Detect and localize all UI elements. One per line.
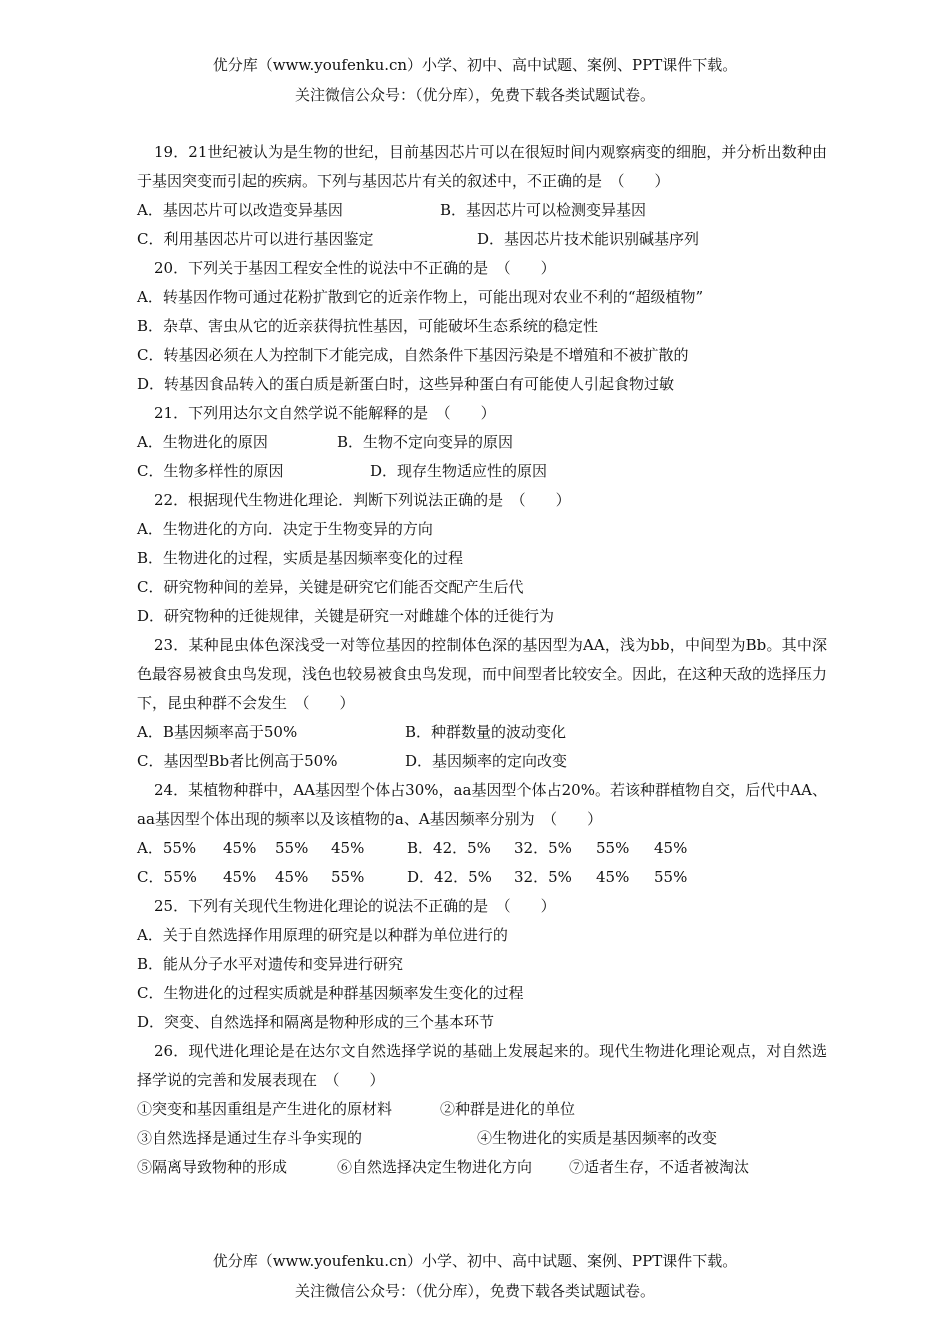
- page-footer: [0, 1246, 950, 1306]
- option-25-c: C．生物进化的过程实质就是种群基因频率发生变化的过程: [137, 984, 524, 1002]
- option-21-a: A．生物进化的原因: [137, 433, 268, 451]
- option-24-d: [407, 863, 687, 892]
- option-24-b: [407, 834, 687, 863]
- question-22: [137, 486, 827, 631]
- question-24-options-row-1: [137, 834, 827, 863]
- option-23-b: B．种群数量的波动变化: [405, 723, 567, 741]
- question-20-stem: 20．下列关于基因工程安全性的说法中不正确的是 （ ）: [154, 259, 556, 277]
- question-26-items-row-1: [137, 1095, 827, 1124]
- footer-line-1: 优分库（www.youfenku.cn）小学、初中、高中试题、案例、PPT课件下载。: [212, 1252, 738, 1270]
- item-26-7: ⑦适者生存，不适者被淘汰: [569, 1158, 750, 1176]
- item-26-2: ②种群是进化的单位: [440, 1100, 576, 1118]
- option-21-c: C．生物多样性的原因: [137, 462, 284, 480]
- option-20-b: B．杂草、害虫从它的近亲获得抗性基因，可能破坏生态系统的稳定性: [137, 317, 599, 335]
- question-19-options-row-1: [137, 196, 827, 225]
- question-26-stem: 26．现代进化理论是在达尔文自然选择学说的基础上发展起来的。现代生物进化理论观点，对自然选择学说的完善和发展表现在 （ ）: [137, 1042, 827, 1089]
- question-list: [137, 138, 827, 1182]
- item-26-6: ⑥自然选择决定生物进化方向: [337, 1158, 533, 1176]
- question-24: [137, 776, 827, 892]
- question-23-stem: 23．某种昆虫体色深浅受一对等位基因的控制体色深的基因型为AA，浅为bb，中间型为Bb。其中深色最容易被食虫鸟发现，浅色也较易被食虫鸟发现，而中间型者比较安全。因此，在这种天敌的选择压力下，昆虫种群不会发生 （ ）: [137, 636, 828, 712]
- header-line-2: 关注微信公众号：（优分库），免费下载各类试题试卷。: [294, 86, 655, 104]
- option-24-d-value-1: D．42．5%: [407, 868, 492, 886]
- option-24-a-value-1: A．55%: [137, 839, 197, 857]
- option-24-d-value-2: 32．5%: [514, 868, 572, 886]
- option-23-a: A．B基因频率高于50%: [137, 723, 298, 741]
- option-22-a: A．生物进化的方向．决定于生物变异的方向: [137, 520, 433, 538]
- question-23: [137, 631, 827, 776]
- option-19-b: B．基因芯片可以检测变异基因: [440, 201, 647, 219]
- question-21-stem: 21．下列用达尔文自然学说不能解释的是 （ ）: [154, 404, 496, 422]
- option-19-d: D．基因芯片技术能识别碱基序列: [477, 230, 700, 248]
- option-24-b-value-1: B．42．5%: [407, 839, 491, 857]
- option-24-b-value-2: 32．5%: [514, 839, 572, 857]
- option-20-a: A．转基因作物可通过花粉扩散到它的近亲作物上，可能出现对农业不利的“超级植物”: [137, 288, 704, 306]
- option-19-a: A．基因芯片可以改造变异基因: [137, 201, 343, 219]
- item-26-1: ①突变和基因重组是产生进化的原材料: [137, 1100, 393, 1118]
- question-24-stem: 24．某植物种群中，AA基因型个体占30%，aa基因型个体占20%。若该种群植物自交，后代中AA、aa基因型个体出现的频率以及该植物的a、A基因频率分别为 （ ）: [137, 781, 827, 828]
- option-24-a: [137, 834, 407, 863]
- option-24-b-value-4: 45%: [654, 839, 688, 857]
- question-19-stem: 19．21世纪被认为是生物的世纪，目前基因芯片可以在很短时间内观察病变的细胞，并分析出数种由于基因突变而引起的疾病。下列与基因芯片有关的叙述中，不正确的是 （ ）: [137, 143, 827, 190]
- item-26-3: ③自然选择是通过生存斗争实现的: [137, 1129, 363, 1147]
- option-22-b: B．生物进化的过程，实质是基因频率变化的过程: [137, 549, 464, 567]
- question-21: [137, 399, 827, 486]
- option-24-d-value-3: 45%: [596, 868, 630, 886]
- footer-line-2: 关注微信公众号：（优分库），免费下载各类试题试卷。: [294, 1282, 655, 1300]
- option-23-d: D．基因频率的定向改变: [405, 752, 568, 770]
- option-25-a: A．关于自然选择作用原理的研究是以种群为单位进行的: [137, 926, 508, 944]
- option-24-b-value-3: 55%: [596, 839, 630, 857]
- question-26-items-row-2: [137, 1124, 827, 1153]
- question-23-options-row-2: [137, 747, 827, 776]
- header-line-1: 优分库（www.youfenku.cn）小学、初中、高中试题、案例、PPT课件下载。: [212, 56, 738, 74]
- option-24-c-value-2: 45%: [223, 868, 257, 886]
- option-24-c-value-3: 45%: [275, 868, 309, 886]
- page-header: [0, 50, 950, 110]
- question-24-options-row-2: [137, 863, 827, 892]
- question-25: [137, 892, 827, 1037]
- question-25-stem: 25．下列有关现代生物进化理论的说法不正确的是 （ ）: [154, 897, 556, 915]
- option-24-c-value-1: C．55%: [137, 868, 197, 886]
- question-26-items-row-3: [137, 1153, 827, 1182]
- question-26: [137, 1037, 827, 1182]
- item-26-4: ④生物进化的实质是基因频率的改变: [477, 1129, 718, 1147]
- option-22-c: C．研究物种间的差异，关键是研究它们能否交配产生后代: [137, 578, 524, 596]
- option-24-a-value-3: 55%: [275, 839, 309, 857]
- question-22-stem: 22．根据现代生物进化理论．判断下列说法正确的是 （ ）: [154, 491, 571, 509]
- question-21-options-row-1: [137, 428, 827, 457]
- option-24-c-value-4: 55%: [331, 868, 365, 886]
- option-21-b: B．生物不定向变异的原因: [337, 433, 514, 451]
- option-24-c: [137, 863, 407, 892]
- question-20: [137, 254, 827, 399]
- option-21-d: D．现存生物适应性的原因: [370, 462, 548, 480]
- item-26-5: ⑤隔离导致物种的形成: [137, 1158, 288, 1176]
- option-25-b: B．能从分子水平对遗传和变异进行研究: [137, 955, 404, 973]
- question-19: [137, 138, 827, 254]
- option-24-d-value-4: 55%: [654, 868, 688, 886]
- option-19-c: C．利用基因芯片可以进行基因鉴定: [137, 230, 374, 248]
- option-23-c: C．基因型Bb者比例高于50%: [137, 752, 338, 770]
- option-22-d: D．研究物种的迁徙规律，关键是研究一对雌雄个体的迁徙行为: [137, 607, 555, 625]
- option-20-c: C．转基因必须在人为控制下才能完成，自然条件下基因污染是不增殖和不被扩散的: [137, 346, 689, 364]
- option-25-d: D．突变、自然选择和隔离是物种形成的三个基本环节: [137, 1013, 495, 1031]
- option-24-a-value-2: 45%: [223, 839, 257, 857]
- option-24-a-value-4: 45%: [331, 839, 365, 857]
- option-20-d: D．转基因食品转入的蛋白质是新蛋白时，这些异种蛋白有可能使人引起食物过敏: [137, 375, 675, 393]
- question-21-options-row-2: [137, 457, 827, 486]
- question-23-options-row-1: [137, 718, 827, 747]
- question-19-options-row-2: [137, 225, 827, 254]
